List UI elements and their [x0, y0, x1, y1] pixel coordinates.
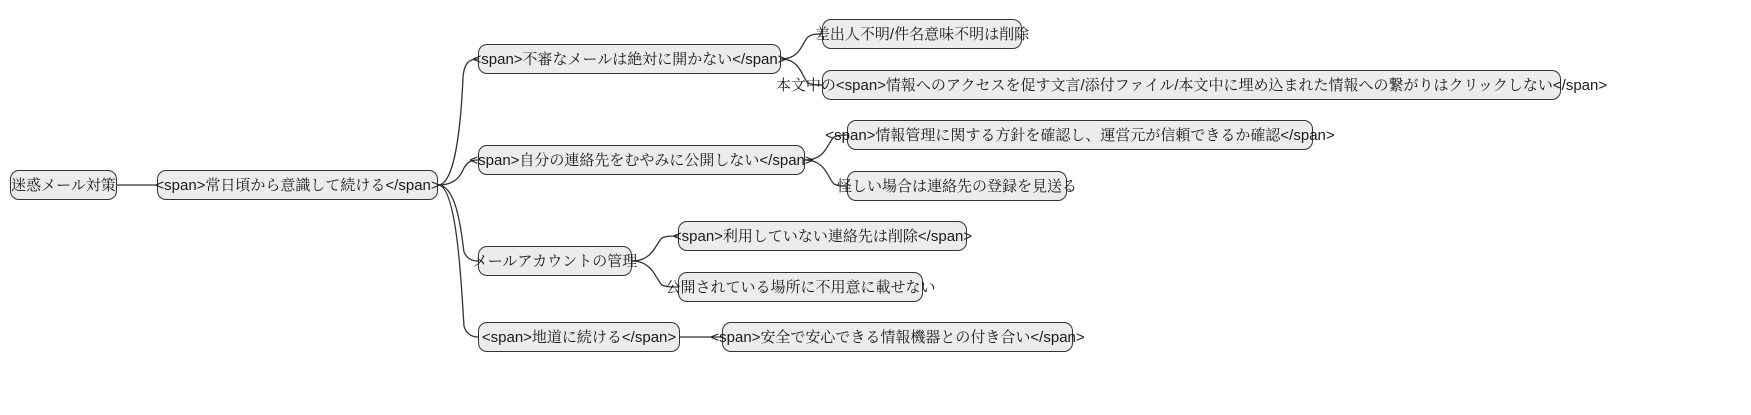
mindmap-edge [632, 236, 678, 261]
mindmap-node-d1[interactable]: 差出人不明/件名意味不明は削除 [822, 19, 1022, 49]
mindmap-node-d3[interactable]: <span>情報管理に関する方針を確認し、運営元が信頼できるか確認</span> [847, 120, 1313, 150]
mindmap-node-d5[interactable]: <span>利用していない連絡先は削除</span> [678, 221, 967, 251]
mindmap-node-d2[interactable]: 本文中の<span>情報へのアクセスを促す文言/添付ファイル/本文中に埋め込まれた情報への繋がりはクリックしない</span> [822, 70, 1561, 100]
mindmap-node-d6[interactable]: 公開されている場所に不用意に載せない [678, 272, 923, 302]
mindmap-node-root[interactable]: 迷惑メール対策 [10, 170, 117, 200]
mindmap-node-c3[interactable]: メールアカウントの管理 [478, 246, 632, 276]
mindmap-node-c4[interactable]: <span>地道に続ける</span> [478, 322, 680, 352]
mindmap-node-c1[interactable]: <span>不審なメールは絶対に開かない</span> [478, 44, 781, 74]
mindmap-node-d4[interactable]: 怪しい場合は連絡先の登録を見送る [847, 171, 1067, 201]
mindmap-node-c2[interactable]: <span>自分の連絡先をむやみに公開しない</span> [478, 145, 805, 175]
mindmap-node-d7[interactable]: <span>安全で安心できる情報機器との付き合い</span> [722, 322, 1073, 352]
mindmap-edge [438, 185, 478, 261]
mindmap-node-b1[interactable]: <span>常日頃から意識して続ける</span> [157, 170, 438, 200]
